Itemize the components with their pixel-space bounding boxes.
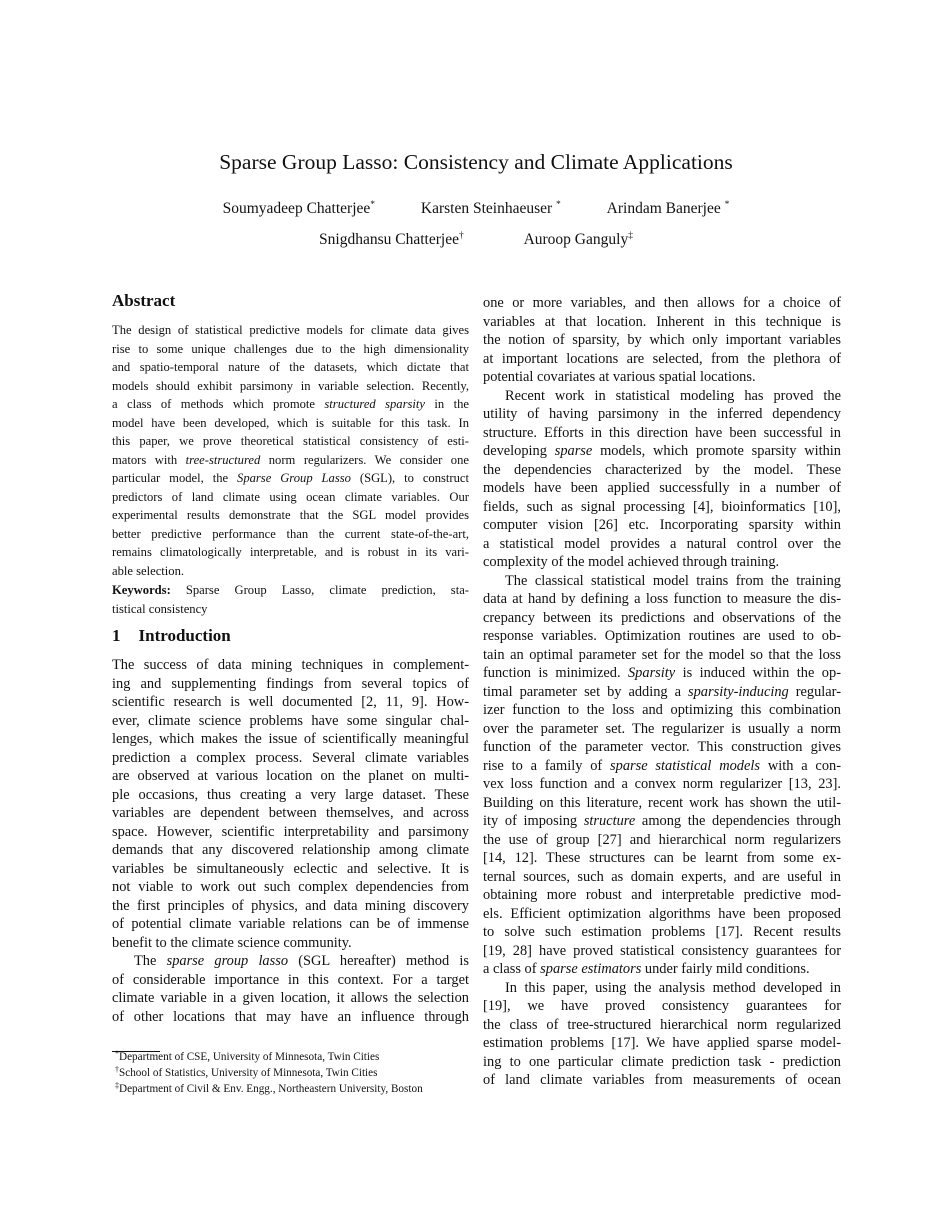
- paper-title: Sparse Group Lasso: Consistency and Climate Applications: [219, 150, 733, 174]
- text-line: [112, 749, 469, 768]
- text-segment: Recent work in statistical modeling has proved the: [505, 387, 841, 404]
- text-segment: data at hand by defining a loss function to measure the dis-: [483, 591, 841, 607]
- text-segment: complexity of the model achieved through training.: [483, 554, 780, 570]
- text-line: [112, 786, 469, 805]
- text-segment: timal parameter set by adding a: [483, 683, 688, 700]
- abstract-body: [112, 321, 469, 580]
- text-segment: among the dependencies through: [635, 813, 842, 829]
- text-line: [483, 683, 841, 702]
- text-line: [483, 664, 841, 683]
- emphasized-text: sparse statistical models: [610, 757, 760, 774]
- text-segment: at important locations are selected, from the plethora of: [483, 350, 841, 367]
- text-segment: not viable to work out such complex dependencies from: [112, 879, 469, 895]
- affiliation-mark: *: [724, 200, 730, 210]
- text-segment: variables be simultaneously eclectic and selective. It is: [112, 860, 469, 877]
- footnote-text: Department of CSE, University of Minnesota, Twin Cities: [119, 1051, 380, 1063]
- text-segment: is induced within the op-: [675, 665, 841, 681]
- text-segment: developing: [483, 443, 555, 459]
- text-segment: structure. Efforts in this direction have been successful in: [483, 424, 841, 441]
- emphasized-text: sparsity-inducing: [688, 683, 789, 700]
- text-segment: obtaining more robust and interpretable predictive mod-: [483, 887, 841, 903]
- text-segment: The classical statistical model trains from the training: [505, 572, 841, 589]
- text-line: [483, 1034, 841, 1053]
- footnote-text: School of Statistics, University of Minnesota, Twin Cities: [119, 1067, 378, 1079]
- emphasized-text: sparse group lasso: [166, 953, 289, 969]
- footnote: [112, 1065, 472, 1081]
- author: [421, 200, 561, 217]
- text-line: [112, 488, 469, 507]
- footnote: [112, 1049, 472, 1065]
- emphasized-text: sparse estimators: [540, 961, 642, 977]
- text-line: [112, 1008, 469, 1027]
- text-segment: The design of statistical predictive models for climate data gives: [112, 323, 469, 337]
- text-line: [112, 767, 469, 786]
- author: [223, 200, 375, 217]
- paragraph: [483, 979, 841, 1090]
- emphasized-text: tree-structured: [185, 452, 261, 467]
- text-segment: space. However, scientific interpretability and parsimony: [112, 823, 469, 840]
- text-line: [112, 525, 469, 544]
- text-segment: remains climatologically interpretable, and is robust in its vari-: [112, 545, 469, 559]
- keywords-paragraph: [112, 581, 469, 618]
- text-line: [112, 451, 469, 470]
- text-line: [112, 581, 469, 600]
- paragraph: [112, 321, 469, 580]
- text-line: [112, 730, 469, 749]
- text-line: [112, 841, 469, 860]
- text-line: [483, 738, 841, 757]
- text-line: [483, 498, 841, 517]
- text-segment: vex loss function and a convex norm regularizer [13, 23].: [483, 776, 841, 792]
- keywords-text: Sparse Group Lasso, climate prediction, sta-: [170, 583, 469, 597]
- text-segment: a statistical model provides a natural control over the: [483, 535, 841, 552]
- text-segment: model have been developed, which is suitable for this task. In: [112, 415, 469, 430]
- text-segment: a class of: [483, 961, 541, 977]
- text-segment: ing and supplementing findings from several topics of: [112, 675, 469, 692]
- keywords-text: tistical consistency: [112, 601, 208, 616]
- footnote-text: Department of Civil & Env. Engg., Northeastern University, Boston: [119, 1083, 423, 1095]
- author-name: Auroop Ganguly: [523, 231, 629, 248]
- text-segment: to solve such estimation problems [17]. Recent results: [483, 924, 841, 940]
- text-line: [483, 313, 841, 332]
- text-line: [112, 321, 469, 340]
- text-line: [112, 952, 469, 971]
- footnote-mark: †: [115, 1065, 119, 1074]
- footnote: [112, 1081, 472, 1097]
- paragraph: [112, 952, 469, 1026]
- author: [319, 231, 464, 248]
- text-line: [112, 897, 469, 916]
- text-line: [483, 1071, 841, 1090]
- text-segment: models have been applied successfully in a number of: [483, 480, 841, 496]
- text-line: [483, 701, 841, 720]
- text-segment: with a con-: [760, 757, 842, 774]
- text-line: [483, 535, 841, 554]
- text-line: [112, 971, 469, 990]
- author-name: Karsten Steinhaeuser: [420, 200, 557, 217]
- text-line: [483, 886, 841, 905]
- text-segment: the notion of sparsity, by which only important variables: [483, 332, 841, 348]
- section-title: Introduction: [138, 626, 231, 645]
- emphasized-text: Sparsity: [627, 665, 676, 681]
- text-line: [483, 942, 841, 961]
- text-segment: under fairly mild conditions.: [641, 961, 810, 977]
- text-segment: computer vision [26] etc. Incorporating sparsity within: [483, 517, 841, 533]
- text-segment: of considerable importance in this context. For a target: [112, 971, 469, 988]
- text-segment: in the: [425, 397, 469, 411]
- text-line: [483, 868, 841, 887]
- text-segment: function of the parameter vector. This construction gives: [483, 739, 841, 755]
- text-segment: variables at that location. Inherent in this technique is: [483, 313, 841, 330]
- paragraph: [483, 294, 841, 387]
- footnote-mark: *: [115, 1049, 119, 1058]
- text-line: [112, 358, 469, 377]
- abstract-heading: Abstract: [112, 291, 176, 310]
- text-segment: demands that any discovered relationship among climate: [112, 842, 469, 858]
- text-line: [483, 905, 841, 924]
- keywords-label: Keywords:: [112, 583, 171, 597]
- author-name: Snigdhansu Chatterjee: [319, 231, 459, 248]
- text-line: [483, 387, 841, 406]
- text-segment: particular model, the: [112, 471, 238, 485]
- text-segment: norm regularizers. We consider one: [260, 452, 469, 467]
- text-segment: The: [134, 953, 167, 969]
- text-line: [483, 775, 841, 794]
- text-line: [112, 878, 469, 897]
- text-line: [483, 646, 841, 665]
- text-line: [112, 934, 469, 953]
- author-name: Arindam Banerjee: [606, 200, 725, 217]
- paragraph: [112, 656, 469, 952]
- text-segment: els. Efficient optimization algorithms have been proposed: [483, 905, 841, 922]
- text-segment: variables are dependent between themselves, and across: [112, 805, 469, 821]
- text-segment: (SGL hereafter) method is: [288, 953, 469, 969]
- text-segment: the dependencies characterized by the model. These: [483, 461, 841, 478]
- text-segment: [14, 12]. These structures can be learnt from some ex-: [483, 850, 841, 866]
- author: [524, 231, 633, 248]
- text-segment: of land climate variables from measurements of ocean: [483, 1072, 841, 1088]
- text-line: [483, 516, 841, 535]
- text-segment: estimation problems [17]. We have applied sparse model-: [483, 1035, 841, 1051]
- text-line: [483, 1016, 841, 1035]
- text-segment: models should exhibit parsimony in variable selection. Recently,: [112, 378, 469, 393]
- text-line: [483, 757, 841, 776]
- text-segment: utility of having parsimony in the inferred dependency: [483, 406, 841, 422]
- text-line: [112, 712, 469, 731]
- authors-line-2: [0, 231, 952, 249]
- text-segment: mators with: [112, 452, 186, 467]
- affiliation-mark: *: [556, 200, 561, 210]
- text-segment: response variables. Optimization routines are used to ob-: [483, 628, 841, 644]
- text-segment: better predictive performance than the current state-of-the-art,: [112, 526, 469, 541]
- text-segment: ever, climate science problems have some singular chal-: [112, 712, 469, 729]
- footnote-mark: ‡: [115, 1081, 119, 1090]
- emphasized-text: Sparse Group Lasso: [237, 471, 351, 485]
- text-line: [112, 414, 469, 433]
- introduction-body-left: [112, 656, 469, 1026]
- section-heading-introduction: [112, 626, 231, 646]
- text-line: [483, 720, 841, 739]
- authors-line-1: [0, 200, 952, 218]
- text-line: [112, 823, 469, 842]
- text-line: [483, 294, 841, 313]
- text-line: [112, 693, 469, 712]
- text-segment: regular-: [788, 683, 841, 700]
- text-segment: [19, 28] have proved statistical consistency guarantees for: [483, 942, 841, 959]
- text-segment: one or more variables, and then allows for a choice of: [483, 295, 841, 311]
- text-line: [483, 997, 841, 1016]
- text-line: [112, 395, 469, 414]
- paragraph: [483, 572, 841, 979]
- text-segment: fields, such as signal processing [4], bioinformatics [10],: [483, 498, 841, 515]
- text-segment: the class of tree-structured hierarchical norm regularized: [483, 1016, 841, 1033]
- text-segment: of potential climate variable relations can be of immense: [112, 916, 469, 932]
- text-segment: predictors of land climate using ocean climate variables. Our: [112, 489, 469, 504]
- text-segment: izer function to the loss and optimizing this combination: [483, 702, 841, 718]
- text-line: [483, 1053, 841, 1072]
- text-line: [483, 627, 841, 646]
- text-line: [112, 469, 469, 488]
- author: [607, 200, 730, 217]
- text-segment: prediction a complex process. Several climate variables: [112, 749, 469, 766]
- text-line: [483, 461, 841, 480]
- text-segment: climate variable in a given location, it allows the selection: [112, 990, 469, 1006]
- text-line: [483, 553, 841, 572]
- text-segment: Building on this literature, recent work has shown the util-: [483, 794, 841, 811]
- text-segment: (SGL), to construct: [350, 471, 469, 485]
- text-line: [483, 960, 841, 979]
- text-segment: experimental results demonstrate that the SGL model provides: [112, 508, 469, 522]
- text-segment: rise to some unique challenges due to the high dimensionality: [112, 341, 469, 356]
- text-segment: potential covariates at various spatial locations.: [483, 369, 756, 385]
- text-line: [483, 609, 841, 628]
- text-segment: ing to one particular climate prediction task - prediction: [483, 1053, 841, 1070]
- text-segment: of other locations that may have an influence through: [112, 1008, 469, 1025]
- text-segment: [19], we have proved consistency guarantees for: [483, 998, 841, 1014]
- text-line: [483, 794, 841, 813]
- text-segment: this paper, we prove theoretical statistical consistency of esti-: [112, 434, 469, 448]
- text-segment: function is minimized.: [483, 665, 628, 681]
- text-segment: are observed at various location on the planet on multi-: [112, 768, 469, 784]
- text-line: [483, 442, 841, 461]
- text-segment: benefit to the climate science community.: [112, 934, 352, 951]
- text-line: [483, 424, 841, 443]
- text-line: [112, 340, 469, 359]
- text-segment: a class of methods which promote: [112, 397, 325, 411]
- text-line: [112, 804, 469, 823]
- text-line: [483, 979, 841, 998]
- text-line: [483, 572, 841, 591]
- text-segment: scientific research is well documented [2, 11, 9]. How-: [112, 694, 469, 710]
- text-line: [112, 506, 469, 525]
- emphasized-text: structured sparsity: [324, 397, 425, 411]
- text-line: [483, 923, 841, 942]
- text-line: [112, 656, 469, 675]
- affiliation-mark: *: [370, 200, 376, 210]
- text-segment: rise to a family of: [483, 757, 611, 774]
- text-segment: tain an optimal parameter set for the model so that the loss: [483, 646, 841, 663]
- text-line: [483, 479, 841, 498]
- text-segment: crepancy between its predictions and observations of the: [483, 609, 841, 626]
- text-segment: The success of data mining techniques in complement-: [112, 657, 469, 673]
- text-line: [483, 831, 841, 850]
- author-name: Soumyadeep Chatterjee: [222, 200, 371, 217]
- text-line: [483, 331, 841, 350]
- text-line: [483, 368, 841, 387]
- affiliation-mark: ‡: [628, 231, 633, 241]
- introduction-body-right: [483, 294, 841, 1090]
- footnotes: [112, 1049, 472, 1097]
- paragraph: [483, 387, 841, 572]
- text-line: [112, 543, 469, 562]
- text-segment: ple occasions, thus creating a very large dataset. These: [112, 786, 469, 803]
- text-line: [483, 812, 841, 831]
- text-line: [483, 590, 841, 609]
- text-line: [483, 405, 841, 424]
- text-line: [112, 562, 469, 581]
- text-line: [483, 350, 841, 369]
- emphasized-text: structure: [583, 813, 636, 829]
- text-segment: ternal sources, such as domain experts, and are useful in: [483, 868, 841, 885]
- section-number: 1: [112, 626, 121, 645]
- text-line: [112, 377, 469, 396]
- text-line: [112, 915, 469, 934]
- emphasized-text: sparse: [554, 443, 593, 459]
- text-segment: models, which promote sparsity within: [592, 443, 841, 459]
- text-segment: ity of imposing: [483, 813, 584, 829]
- text-segment: able selection.: [112, 563, 185, 578]
- affiliation-mark: †: [458, 231, 464, 241]
- text-segment: the use of group [27] and hierarchical norm regularizers: [483, 831, 841, 848]
- text-line: [112, 989, 469, 1008]
- text-segment: over the parameter set. The regularizer is usually a norm: [483, 720, 841, 737]
- text-line: [112, 600, 469, 619]
- text-line: [483, 849, 841, 868]
- text-segment: lenges, which makes the issue of scientifically meaningful: [112, 731, 469, 747]
- text-segment: the first principles of physics, and data mining discovery: [112, 897, 469, 914]
- keywords: [112, 581, 469, 618]
- text-segment: and spatio-temporal nature of the datasets, which dictate that: [112, 360, 469, 374]
- text-line: [112, 432, 469, 451]
- text-segment: In this paper, using the analysis method developed in: [505, 979, 841, 996]
- text-line: [112, 860, 469, 879]
- text-line: [112, 675, 469, 694]
